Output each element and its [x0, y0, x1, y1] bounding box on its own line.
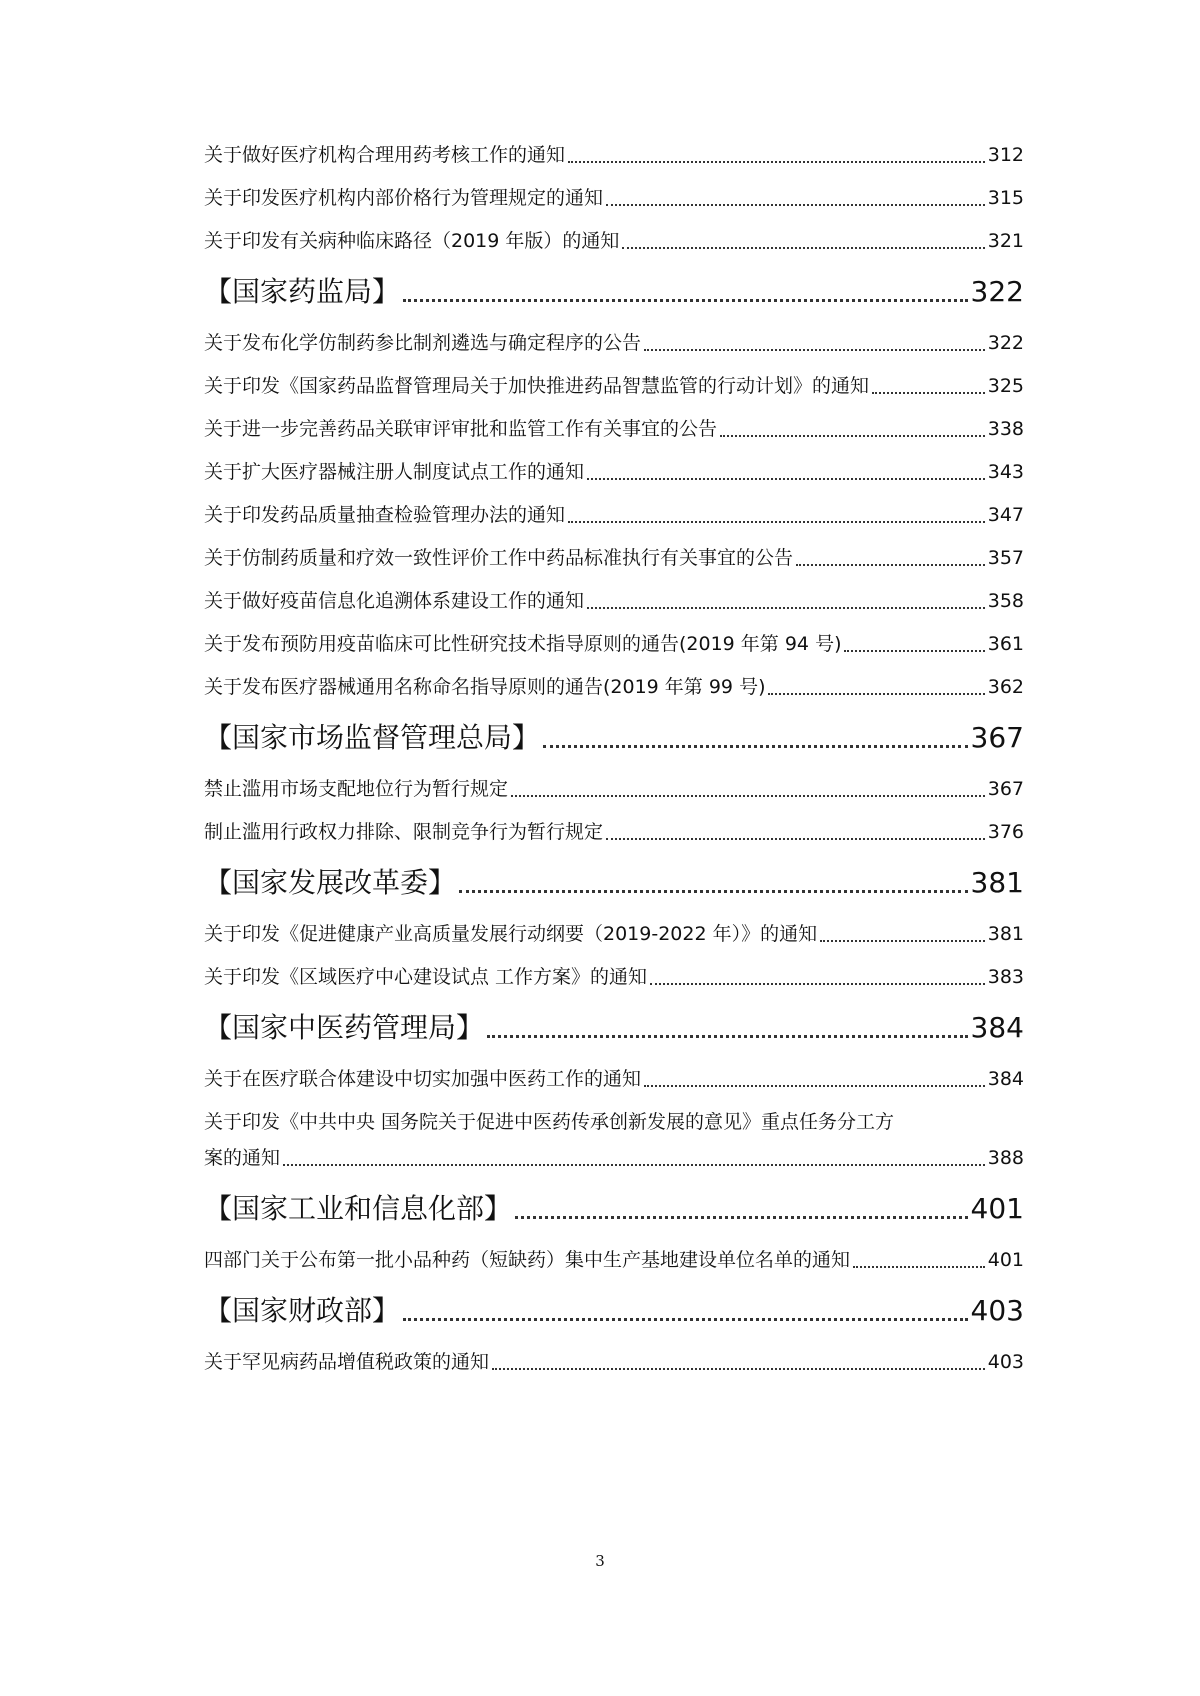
dot-leader — [844, 650, 984, 652]
toc-entry-title: 关于印发《促进健康产业高质量发展行动纲要（2019-2022 年）》的通知 — [204, 923, 818, 945]
toc-entry-title: 关于扩大医疗器械注册人制度试点工作的通知 — [204, 461, 585, 483]
dot-leader — [606, 838, 985, 840]
toc-entry[interactable] — [204, 774, 1024, 804]
dot-leader — [543, 745, 968, 748]
dot-leader — [568, 521, 985, 523]
toc-entry-page: 343 — [987, 461, 1024, 483]
section-title: 【国家财政部】 — [204, 1294, 401, 1327]
toc-section-heading[interactable] — [204, 1008, 1024, 1048]
toc-entry-page: 347 — [987, 504, 1024, 526]
toc-entry[interactable] — [204, 1347, 1024, 1377]
dot-leader — [622, 247, 984, 249]
section-title: 【国家市场监督管理总局】 — [204, 721, 541, 754]
toc-entry-page: 401 — [987, 1249, 1024, 1271]
page-number: 3 — [595, 1552, 605, 1570]
toc-entry-title: 关于仿制药质量和疗效一致性评价工作中药品标准执行有关事宜的公告 — [204, 547, 794, 569]
section-title: 【国家中医药管理局】 — [204, 1011, 485, 1044]
toc-entry[interactable] — [204, 414, 1024, 444]
toc-entry-page: 388 — [987, 1147, 1024, 1169]
toc-entry-page: 376 — [987, 821, 1024, 843]
dot-leader — [568, 161, 985, 163]
toc-entry[interactable] — [204, 586, 1024, 616]
toc-section-heading[interactable] — [204, 1189, 1024, 1229]
toc-entry-page: 322 — [987, 332, 1024, 354]
toc-entry-title: 关于罕见病药品增值税政策的通知 — [204, 1351, 490, 1373]
toc-entry-title: 关于发布预防用疫苗临床可比性研究技术指导原则的通告(2019 年第 94 号) — [204, 633, 842, 655]
section-page: 322 — [970, 275, 1024, 308]
toc-entry-title: 关于在医疗联合体建设中切实加强中医药工作的通知 — [204, 1068, 642, 1090]
section-title: 【国家发展改革委】 — [204, 866, 457, 899]
dot-leader — [283, 1164, 985, 1166]
toc-entry-page: 312 — [987, 144, 1024, 166]
toc-entry-title: 关于发布化学仿制药参比制剂遴选与确定程序的公告 — [204, 332, 642, 354]
section-page: 403 — [970, 1294, 1024, 1327]
toc-entry-title-line1: 关于印发《中共中央 国务院关于促进中医药传承创新发展的意见》重点任务分工方 — [204, 1111, 895, 1133]
toc-entry-page: 358 — [987, 590, 1024, 612]
dot-leader — [853, 1266, 985, 1268]
toc-entry-page: 383 — [987, 966, 1024, 988]
section-page: 384 — [970, 1011, 1024, 1044]
section-page: 367 — [970, 721, 1024, 754]
toc-entry-page: 321 — [987, 230, 1024, 252]
toc-entry[interactable] — [204, 226, 1024, 256]
dot-leader — [644, 349, 985, 351]
toc-entry-title: 关于做好医疗机构合理用药考核工作的通知 — [204, 144, 566, 166]
toc-entry[interactable] — [204, 457, 1024, 487]
section-title: 【国家工业和信息化部】 — [204, 1192, 513, 1225]
toc-entry-title: 关于印发有关病种临床路径（2019 年版）的通知 — [204, 230, 620, 252]
toc-entry-title: 制止滥用行政权力排除、限制竞争行为暂行规定 — [204, 821, 604, 843]
toc-entry-page: 384 — [987, 1068, 1024, 1090]
toc-entry-wrapped[interactable] — [204, 1107, 1024, 1173]
dot-leader — [587, 478, 985, 480]
toc-entry[interactable] — [204, 371, 1024, 401]
toc-entry[interactable] — [204, 543, 1024, 573]
toc-entry-page: 403 — [987, 1351, 1024, 1373]
toc-entry-page: 362 — [987, 676, 1024, 698]
dot-leader — [511, 795, 985, 797]
toc-entry[interactable] — [204, 328, 1024, 358]
dot-leader — [796, 564, 985, 566]
toc-entry[interactable] — [204, 817, 1024, 847]
toc-entry[interactable] — [204, 672, 1024, 702]
toc-entry[interactable] — [204, 140, 1024, 170]
toc-entry-page: 357 — [987, 547, 1024, 569]
toc-entry-title: 关于印发《区域医疗中心建设试点 工作方案》的通知 — [204, 966, 648, 988]
toc-entry[interactable] — [204, 629, 1024, 659]
section-page: 401 — [970, 1192, 1024, 1225]
toc-entry-page: 367 — [987, 778, 1024, 800]
toc-entry-title: 关于做好疫苗信息化追溯体系建设工作的通知 — [204, 590, 585, 612]
dot-leader — [515, 1216, 968, 1219]
toc-section-heading[interactable] — [204, 718, 1024, 758]
toc-section-heading[interactable] — [204, 272, 1024, 312]
toc-entry-title: 关于印发药品质量抽查检验管理办法的通知 — [204, 504, 566, 526]
toc-entry-page: 381 — [987, 923, 1024, 945]
toc-entry[interactable] — [204, 1245, 1024, 1275]
toc-entry-title: 关于印发《国家药品监督管理局关于加快推进药品智慧监管的行动计划》的通知 — [204, 375, 870, 397]
toc-entry-title: 禁止滥用市场支配地位行为暂行规定 — [204, 778, 509, 800]
dot-leader — [587, 607, 985, 609]
dot-leader — [644, 1085, 985, 1087]
toc-entry-title: 关于发布医疗器械通用名称命名指导原则的通告(2019 年第 99 号) — [204, 676, 766, 698]
toc-section-heading[interactable] — [204, 863, 1024, 903]
dot-leader — [820, 940, 985, 942]
section-page: 381 — [970, 866, 1024, 899]
dot-leader — [768, 693, 984, 695]
toc-entry-page: 315 — [987, 187, 1024, 209]
toc-entry[interactable] — [204, 183, 1024, 213]
dot-leader — [650, 983, 985, 985]
dot-leader — [487, 1035, 968, 1038]
dot-leader — [720, 435, 985, 437]
toc-entry-page: 361 — [987, 633, 1024, 655]
toc-entry-title: 关于进一步完善药品关联审评审批和监管工作有关事宜的公告 — [204, 418, 718, 440]
dot-leader — [872, 392, 985, 394]
toc-entry-page: 325 — [987, 375, 1024, 397]
toc-entry-page: 338 — [987, 418, 1024, 440]
toc-entry-title-line2: 案的通知 — [204, 1147, 281, 1169]
dot-leader — [606, 204, 985, 206]
toc-entry-title: 关于印发医疗机构内部价格行为管理规定的通知 — [204, 187, 604, 209]
dot-leader — [459, 890, 968, 893]
toc-entry-title: 四部门关于公布第一批小品种药（短缺药）集中生产基地建设单位名单的通知 — [204, 1249, 851, 1271]
section-title: 【国家药监局】 — [204, 275, 401, 308]
toc-entry[interactable] — [204, 1064, 1024, 1094]
toc-section-heading[interactable] — [204, 1291, 1024, 1331]
dot-leader — [403, 299, 968, 302]
dot-leader — [403, 1318, 968, 1321]
toc-entry-continuation — [204, 1143, 1024, 1173]
toc-entry[interactable] — [204, 500, 1024, 530]
table-of-contents — [204, 140, 1024, 1377]
toc-entry[interactable] — [204, 962, 1024, 992]
dot-leader — [492, 1368, 985, 1370]
toc-entry[interactable] — [204, 919, 1024, 949]
